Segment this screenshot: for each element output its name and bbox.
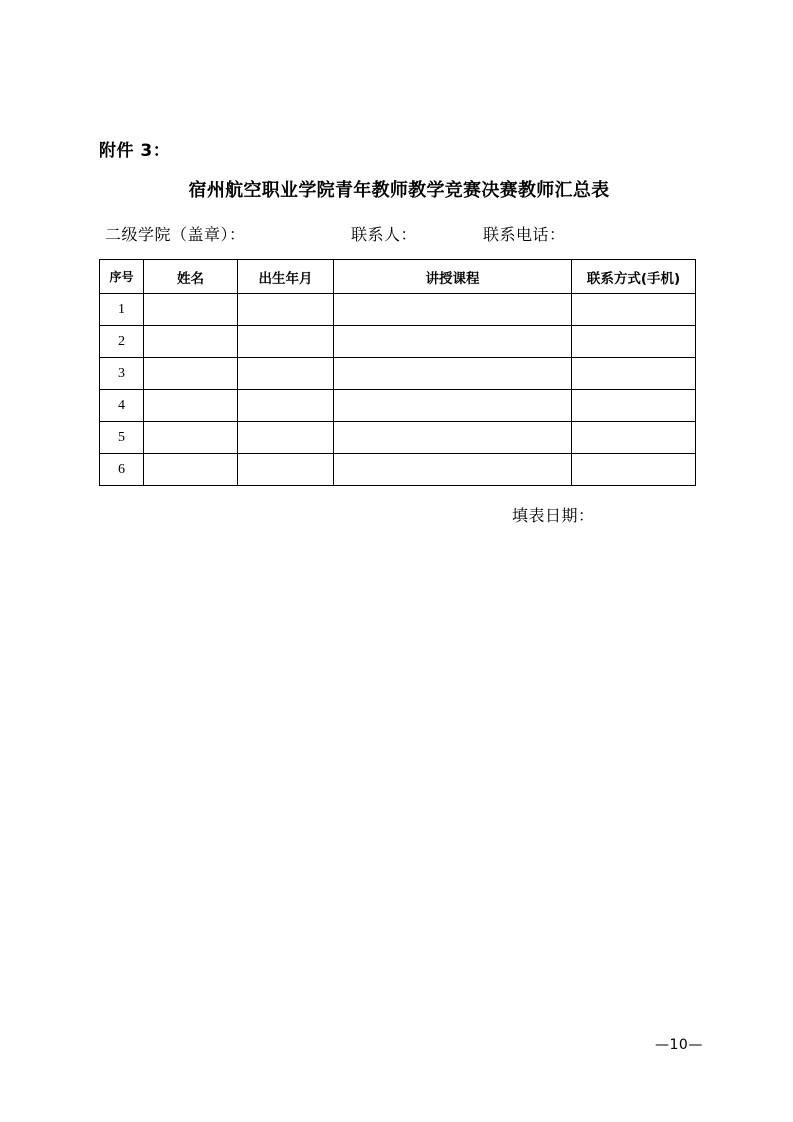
row-index: 2 (100, 326, 144, 358)
row-index: 6 (100, 454, 144, 486)
cell-name[interactable] (144, 326, 238, 358)
cell-course[interactable] (334, 358, 572, 390)
column-header-course: 讲授课程 (334, 260, 572, 294)
attachment-label: 附件 3： (99, 141, 171, 161)
cell-contact[interactable] (572, 358, 696, 390)
table-row (100, 390, 696, 422)
cell-course[interactable] (334, 454, 572, 486)
table-header-row (100, 260, 696, 294)
cell-course[interactable] (334, 294, 572, 326)
cell-birth[interactable] (238, 390, 334, 422)
cell-birth[interactable] (238, 454, 334, 486)
teacher-summary-table (99, 259, 696, 486)
cell-name[interactable] (144, 294, 238, 326)
table-row (100, 454, 696, 486)
table-row (100, 422, 696, 454)
row-index: 5 (100, 422, 144, 454)
row-index: 1 (100, 294, 144, 326)
cell-course[interactable] (334, 422, 572, 454)
row-index: 4 (100, 390, 144, 422)
cell-name[interactable] (144, 358, 238, 390)
column-header-contact: 联系方式(手机) (572, 260, 696, 294)
cell-birth[interactable] (238, 326, 334, 358)
cell-birth[interactable] (238, 422, 334, 454)
cell-course[interactable] (334, 326, 572, 358)
cell-name[interactable] (144, 454, 238, 486)
cell-contact[interactable] (572, 422, 696, 454)
contact-person-field-label: 联系人： (351, 225, 418, 244)
cell-contact[interactable] (572, 454, 696, 486)
cell-name[interactable] (144, 390, 238, 422)
table-row (100, 358, 696, 390)
page-title: 宿州航空职业学院青年教师教学竞赛决赛教师汇总表 (188, 180, 610, 201)
cell-birth[interactable] (238, 358, 334, 390)
cell-name[interactable] (144, 422, 238, 454)
page-number: —10— (655, 1037, 703, 1053)
column-header-birth: 出生年月 (238, 260, 334, 294)
column-header-index: 序号 (100, 260, 144, 294)
cell-course[interactable] (334, 390, 572, 422)
table-row (100, 294, 696, 326)
contact-phone-field-label: 联系电话： (483, 225, 566, 244)
cell-contact[interactable] (572, 326, 696, 358)
cell-birth[interactable] (238, 294, 334, 326)
cell-contact[interactable] (572, 390, 696, 422)
fill-date-label: 填表日期： (512, 506, 595, 525)
college-field-label: 二级学院（盖章）： (105, 225, 246, 244)
column-header-name: 姓名 (144, 260, 238, 294)
table-row (100, 326, 696, 358)
row-index: 3 (100, 358, 144, 390)
cell-contact[interactable] (572, 294, 696, 326)
